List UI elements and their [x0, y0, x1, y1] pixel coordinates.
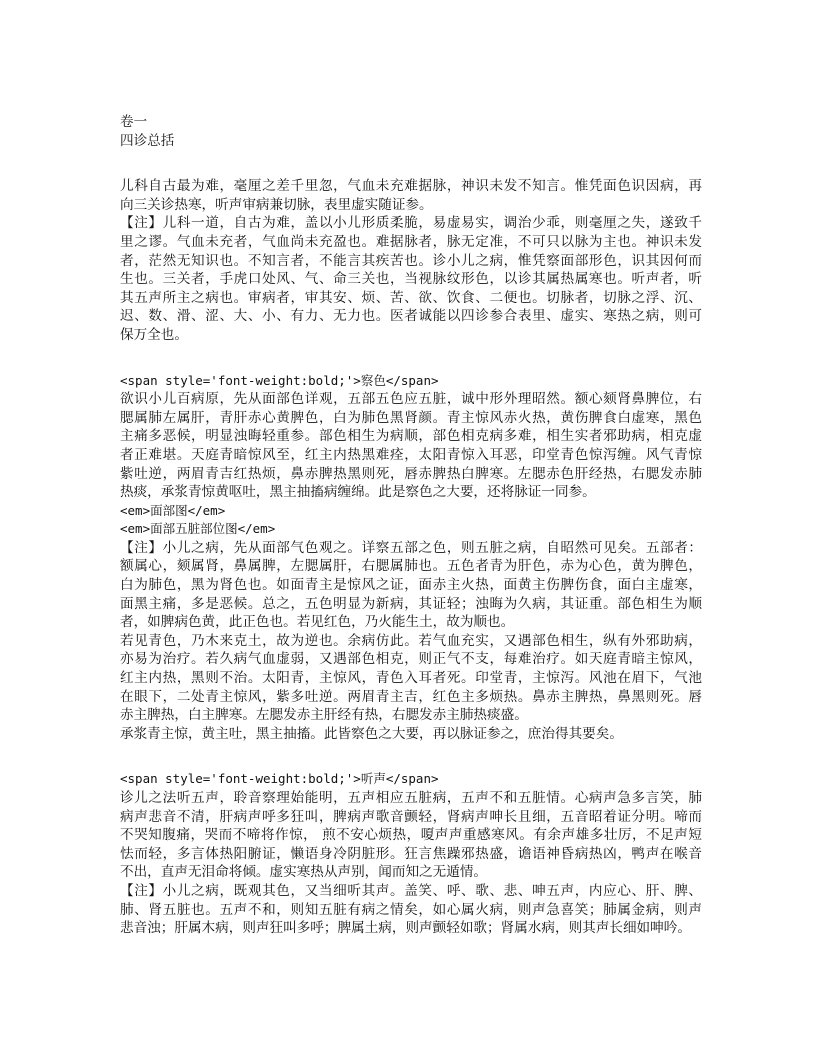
- text-line: 儿科自古最为难，毫厘之差千里忽，气血未充难据脉，神识未发不知言。惟凭面色识因病，再: [120, 178, 702, 195]
- text-line: 向三关诊热寒，听声审病兼切脉，表里虚实随证参。: [120, 196, 433, 213]
- text-line: 保万全也。: [120, 326, 188, 343]
- figure-caption-raw-markup: <em>面部图</em>: [120, 502, 226, 518]
- text-line: 【注】小儿之病，先从面部气色观之。详察五部之色，则五脏之病，自昭然可见矣。五部者：: [120, 539, 702, 556]
- text-line: 者，如脾病色黄，此正色也。若见红色，乃火能生土，故为顺也。: [120, 614, 515, 631]
- text-line: 不哭知腹痛，哭而不啼将作惊， 煎不安心烦热，嗄声声重感寒风。有余声雄多壮厉，不足声短: [120, 827, 702, 844]
- text-line: 悲音浊；肝属木病，则声狂叫多呼；脾属土病，则声颤轻如歌；肾属水病，则其声长细如呻吟。: [120, 920, 691, 937]
- text-line: 紫吐逆，两眉青吉红热烦，鼻赤脾热黑则死，唇赤脾热白脾寒。左腮赤色肝经热，右腮发赤肺: [120, 465, 702, 482]
- section-heading-raw-markup: <span style='font-weight:bold;'>听声</span>: [120, 771, 439, 787]
- text-line: 面黑主痛，多是恶候。总之，五色明显为新病，其证轻；浊晦为久病，其证重。部色相生为顺: [120, 595, 702, 612]
- sections: [120, 177, 702, 938]
- text-line: 【注】小儿之病，既观其色，又当细听其声。盖笑、呼、歌、悲、呻五声，内应心、肝、脾、: [120, 882, 702, 899]
- text-line: 怯而轻，多言体热阳腑证，懒语身冷阴脏形。狂言焦躁邪热盛，谵语神昏病热凶，鸭声在喉音: [120, 845, 702, 862]
- text-line: 肺、肾五脏也。五声不和，则知五脏有病之情矣，如心属火病，则声急喜笑；肺属金病，则声: [120, 901, 702, 918]
- text-line: 不出，直声无泪命将倾。虚实寒热从声别，闻而知之无遁情。: [120, 864, 488, 881]
- text-line: 诊儿之法听五声，聆音察理始能明，五声相应五脏病，五声不和五脏情。心病声急多言笑，肺: [120, 790, 702, 806]
- text-line: 赤主脾热，白主脾寒。左腮发赤主肝经有热，右腮发赤主肺热痰盛。: [120, 707, 528, 724]
- figure-caption-raw-markup: <em>面部五脏部位图</em>: [120, 521, 276, 537]
- text-line: 亦易为治疗。若久病气血虚弱，又遇部色相克，则正气不支，每难治疗。如天庭青暗主惊风，: [120, 651, 702, 668]
- text-line: 迟、数、滑、涩、大、小、有力、无力也。医者诚能以四诊参合表里、虚实、寒热之病，则可: [120, 308, 702, 325]
- text-line: 【注】儿科一道，自古为难，盖以小儿形质柔脆，易虚易实，调治少乖，则毫厘之失，遂致千: [120, 215, 702, 232]
- text-line: 热痰，承浆青惊黄呕吐，黑主抽搐病缠绵。此是察色之大要，还将脉证一同参。: [120, 484, 596, 501]
- text-line: 者，茫然无知识也。不知言者，不能言其疾苦也。诊小儿之病，惟凭察面部形色，识其因何而: [120, 252, 702, 269]
- section: [120, 743, 702, 937]
- document-body: [120, 113, 702, 938]
- text-line: 白为肺色，黑为肾色也。如面青主是惊风之证，面赤主火热，面黄主伤脾伤食，面白主虚寒，: [120, 577, 702, 594]
- text-line: 者正难堪。天庭青暗惊风至，红主内热黑难痊，太阳青惊入耳恶，印堂青色惊泻缠。风气青惊: [120, 446, 702, 463]
- section: [120, 177, 702, 344]
- text-line: 里之谬。气血未充者，气血尚未充盈也。难据脉者，脉无定准，不可只以脉为主也。神识未发: [120, 233, 702, 250]
- text-line: 生也。三关者，手虎口处风、气、命三关也，当视脉纹形色，以诊其属热属寒也。听声者，听: [120, 271, 702, 288]
- chapter-title: 四诊总括: [120, 132, 175, 149]
- text-line: 主痛多恶候，明显浊晦轻重参。部色相生为病顺，部色相克病多难，相生实者邪助病，相克虚: [120, 428, 702, 445]
- text-line: 额属心，颏属肾，鼻属脾，左腮属肝，右腮属肺也。五色者青为肝色，赤为心色，黄为脾色，: [120, 558, 702, 575]
- text-line: 病声悲音不清，肝病声呼多狂叫，脾病声歌音颤轻，肾病声呻长且细，五音昭着证分明。啼而: [120, 808, 702, 825]
- section: [120, 345, 702, 744]
- volume-label: 卷一: [120, 114, 148, 130]
- text-line: 欲识小儿百病原，先从面部色详观，五部五色应五脏，诚中形外理昭然。额心颏肾鼻脾位，右: [120, 391, 702, 408]
- section-heading-raw-markup: <span style='font-weight:bold;'>察色</span>: [120, 372, 439, 388]
- text-line: 承浆青主惊，黄主吐，黑主抽搐。此皆察色之大要，再以脉证参之，庶治得其要矣。: [120, 725, 623, 742]
- text-line: 红主内热，黑则不治。太阳青，主惊风，青色入耳者死。印堂青，主惊泻。风池在眉下，气池: [120, 670, 702, 687]
- text-line: 若见青色，乃木来克土，故为逆也。余病仿此。若气血充实，又遇部色相生，纵有外邪助病，: [120, 632, 702, 649]
- text-line: 在眼下，二处青主惊风，紫多吐逆。两眉青主吉，红色主多烦热。鼻赤主脾热，鼻黑则死。唇: [120, 688, 702, 705]
- text-line: 腮属肺左属肝，青肝赤心黄脾色，白为肺色黑肾颜。青主惊风赤火热，黄伤脾食白虚寒，黑色: [120, 409, 702, 426]
- text-line: 其五声所主之病也。审病者，审其安、烦、苦、欲、饮食、二便也。切脉者，切脉之浮、沉、: [120, 289, 702, 306]
